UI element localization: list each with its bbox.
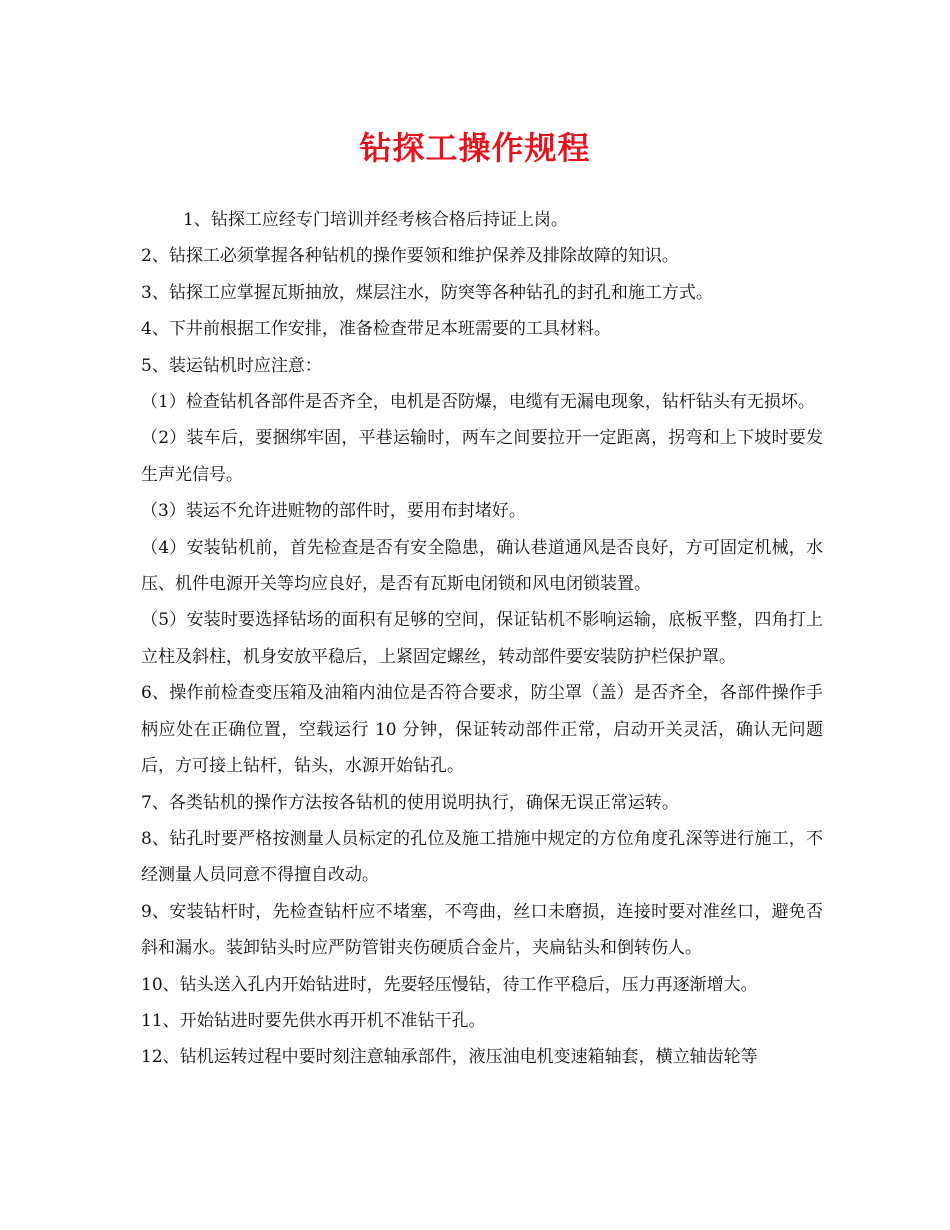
paragraph-5-1: （1）检查钻机各部件是否齐全，电机是否防爆，电缆有无漏电现象，钻杆钻头有无损坏。 (141, 392, 815, 413)
paragraph-6: 6、操作前检查变压箱及油箱内油位是否符合要求，防尘罩（盖）是否齐全，各部件操作手柄应处在正确位置，空载运行 10 分钟，保证转动部件正常，启动开关灵活，确认无问题后，方可接上钻杆，钻头，水源开始钻孔。 (141, 683, 823, 777)
paragraph-12: 12、钻机运转过程中要时刻注意轴承部件，液压油电机变速箱轴套，横立轴齿轮等 (141, 1047, 758, 1068)
paragraph-2: 2、钻探工必须掌握各种钻机的操作要领和维护保养及排除故障的知识。 (141, 246, 679, 267)
document-body (141, 202, 823, 1076)
paragraph-5-2: （2）装车后，要捆绑牢固，平巷运输时，两车之间要拉开一定距离，拐弯和上下坡时要发生声光信号。 (141, 428, 823, 485)
paragraph-8: 8、钻孔时要严格按测量人员标定的孔位及施工措施中规定的方位角度孔深等进行施工，不经测量人员同意不得擅自改动。 (141, 828, 823, 886)
paragraph-1: 1、钻探工应经专门培训并经考核合格后持证上岗。 (183, 210, 568, 230)
paragraph-9: 9、安装钻杆时，先检查钻杆应不堵塞，不弯曲，丝口未磨损，连接时要对准丝口，避免否斜和漏水。装卸钻头时应严防管钳夹伤硬质合金片，夹扁钻头和倒转伤人。 (141, 901, 823, 959)
paragraph-11: 11、开始钻进时要先供水再开机不准钻干孔。 (141, 1010, 486, 1031)
paragraph-5-3: （3）装运不允许进赃物的部件时，要用布封堵好。 (141, 501, 526, 522)
paragraph-7: 7、各类钻机的操作方法按各钻机的使用说明执行，确保无误正常运转。 (141, 792, 679, 813)
paragraph-5-5: （5）安装时要选择钻场的面积有足够的空间，保证钻机不影响运输，底板平整，四角打上立柱及斜柱，机身安放平稳后，上紧固定螺丝，转动部件要安装防护栏保护罩。 (141, 610, 823, 667)
page-title: 钻探工操作规程 (359, 129, 591, 167)
paragraph-5-4: （4）安装钻机前，首先检查是否有安全隐患，确认巷道通风是否良好，方可固定机械，水压、机件电源开关等均应良好，是否有瓦斯电闭锁和风电闭锁装置。 (141, 537, 823, 595)
paragraph-10: 10、钻头送入孔内开始钻进时，先要轻压慢钻，待工作平稳后，压力再逐渐增大。 (141, 974, 758, 995)
paragraph-3: 3、钻探工应掌握瓦斯抽放，煤层注水，防突等各种钻孔的封孔和施工方式。 (141, 282, 713, 303)
paragraph-5: 5、装运钻机时应注意： (141, 355, 322, 376)
paragraph-4: 4、下井前根据工作安排，准备检查带足本班需要的工具材料。 (141, 319, 611, 340)
